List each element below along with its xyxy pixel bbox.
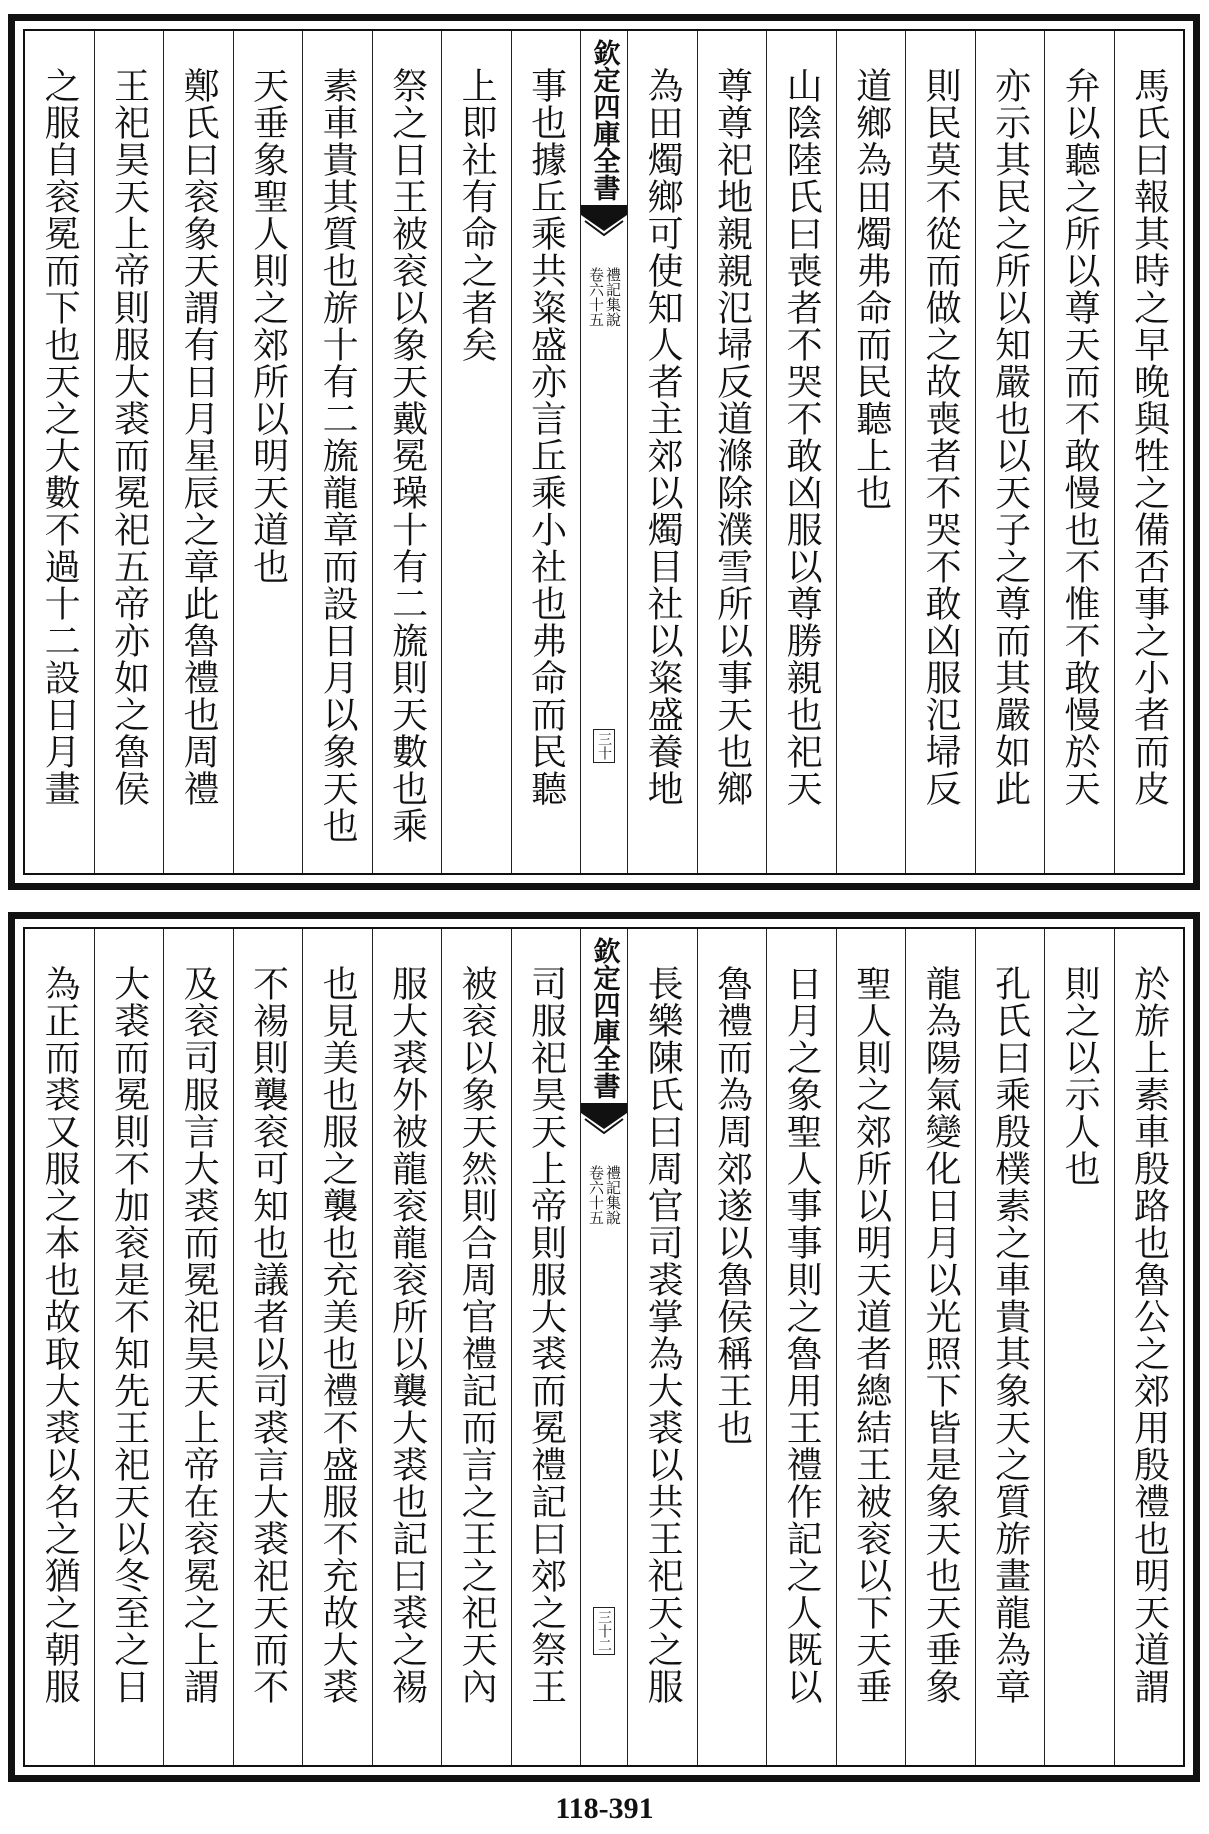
text-column: 及衮司服言大裘而冕祀昊天上帝在衮冕之上謂 bbox=[163, 929, 233, 1765]
text-column: 龍為陽氣變化日月以光照下皆是象天也天垂象 bbox=[905, 929, 975, 1765]
series-title: 欽定四庫全書 bbox=[588, 937, 620, 1099]
text-column: 天垂象聖人則之郊所以明天道也 bbox=[233, 31, 303, 873]
book-title: 禮記集說 bbox=[604, 1165, 622, 1225]
text-column: 被衮以象天然則合周官禮記而言之王之祀天內 bbox=[441, 929, 511, 1765]
text-column: 也見美也服之襲也充美也禮不盛服不充故大裘 bbox=[302, 929, 372, 1765]
text-column: 弁以聽之所以尊天而不敢慢也不惟不敢慢於天 bbox=[1044, 31, 1114, 873]
text-column: 則之以示人也 bbox=[1044, 929, 1114, 1765]
text-column: 山陰陸氏曰喪者不哭不敢凶服以尊勝親也祀天 bbox=[766, 31, 836, 873]
fish-tail-mark-icon bbox=[581, 205, 627, 245]
folio-number: 三十 bbox=[593, 729, 615, 763]
text-column: 為田燭鄉可使知人者主郊以燭目社以粢盛養地 bbox=[627, 31, 697, 873]
text-column: 日月之象聖人事事則之魯用王禮作記之人既以 bbox=[766, 929, 836, 1765]
text-column: 於旂上素車殷路也魯公之郊用殷禮也明天道謂 bbox=[1114, 929, 1184, 1765]
text-column: 為正而裘又服之本也故取大裘以名之猶之朝服 bbox=[39, 965, 81, 1705]
text-column: 尊尊祀地親親氾埽反道滌除濮雪所以事天也鄉 bbox=[697, 31, 767, 873]
text-column: 則民莫不從而做之故喪者不哭不敢凶服氾埽反 bbox=[905, 31, 975, 873]
fish-tail-mark-icon bbox=[581, 1103, 627, 1143]
text-column: 祭之日王被衮以象天戴冕璪十有二旒則天數也乘 bbox=[372, 31, 442, 873]
text-column: 道鄉為田燭弗命而民聽上也 bbox=[836, 31, 906, 873]
text-column: 事也據丘乘共粢盛亦言丘乘小社也弗命而民聽 bbox=[511, 31, 581, 873]
juan-number: 卷六十五 bbox=[587, 267, 605, 327]
text-column: 司服祀昊天上帝則服大裘而冕禮記曰郊之祭王 bbox=[511, 929, 581, 1765]
series-title: 欽定四庫全書 bbox=[588, 39, 620, 201]
text-column: 孔氏曰乘殷樸素之車貴其象天之質旂畫龍為章 bbox=[975, 929, 1045, 1765]
text-column: 馬氏曰報其時之早晚與牲之備否事之小者而皮 bbox=[1114, 31, 1184, 873]
text-column: 亦示其民之所以知嚴也以天子之尊而其嚴如此 bbox=[975, 31, 1045, 873]
book-info bbox=[588, 1165, 620, 1225]
top-page bbox=[8, 14, 1200, 890]
text-column: 上即社有命之者矣 bbox=[441, 31, 511, 873]
top-page-text-frame bbox=[23, 29, 1185, 875]
text-column: 王祀昊天上帝則服大裘而冕祀五帝亦如之魯侯 bbox=[94, 31, 164, 873]
book-title: 禮記集說 bbox=[604, 267, 622, 327]
text-column: 鄭氏曰衮象天謂有日月星辰之章此魯禮也周禮 bbox=[163, 31, 233, 873]
text-column: 不裼則襲衮可知也議者以司裘言大裘祀天而不 bbox=[233, 929, 303, 1765]
text-column: 聖人則之郊所以明天道者總結王被衮以下天垂 bbox=[836, 929, 906, 1765]
bottom-page-text-frame bbox=[23, 927, 1185, 1767]
page-number: 118-391 bbox=[555, 1792, 654, 1825]
folio-number: 三十二 bbox=[593, 1607, 615, 1655]
center-spine bbox=[580, 31, 627, 873]
juan-number: 卷六十五 bbox=[587, 1165, 605, 1225]
text-column: 魯禮而為周郊遂以魯侯稱王也 bbox=[697, 929, 767, 1765]
center-spine bbox=[580, 929, 627, 1765]
bottom-page bbox=[8, 912, 1200, 1782]
book-info bbox=[588, 267, 620, 327]
text-column: 服大裘外被龍衮龍衮所以襲大裘也記曰裘之裼 bbox=[372, 929, 442, 1765]
text-column: 素車貴其質也旂十有二旒龍章而設日月以象天也 bbox=[302, 31, 372, 873]
text-column: 之服自衮冕而下也天之大數不過十二設日月畫 bbox=[39, 67, 81, 807]
text-column: 大裘而冕則不加衮是不知先王祀天以冬至之日 bbox=[94, 929, 164, 1765]
text-column: 長樂陳氏曰周官司裘掌為大裘以共王祀天之服 bbox=[627, 929, 697, 1765]
